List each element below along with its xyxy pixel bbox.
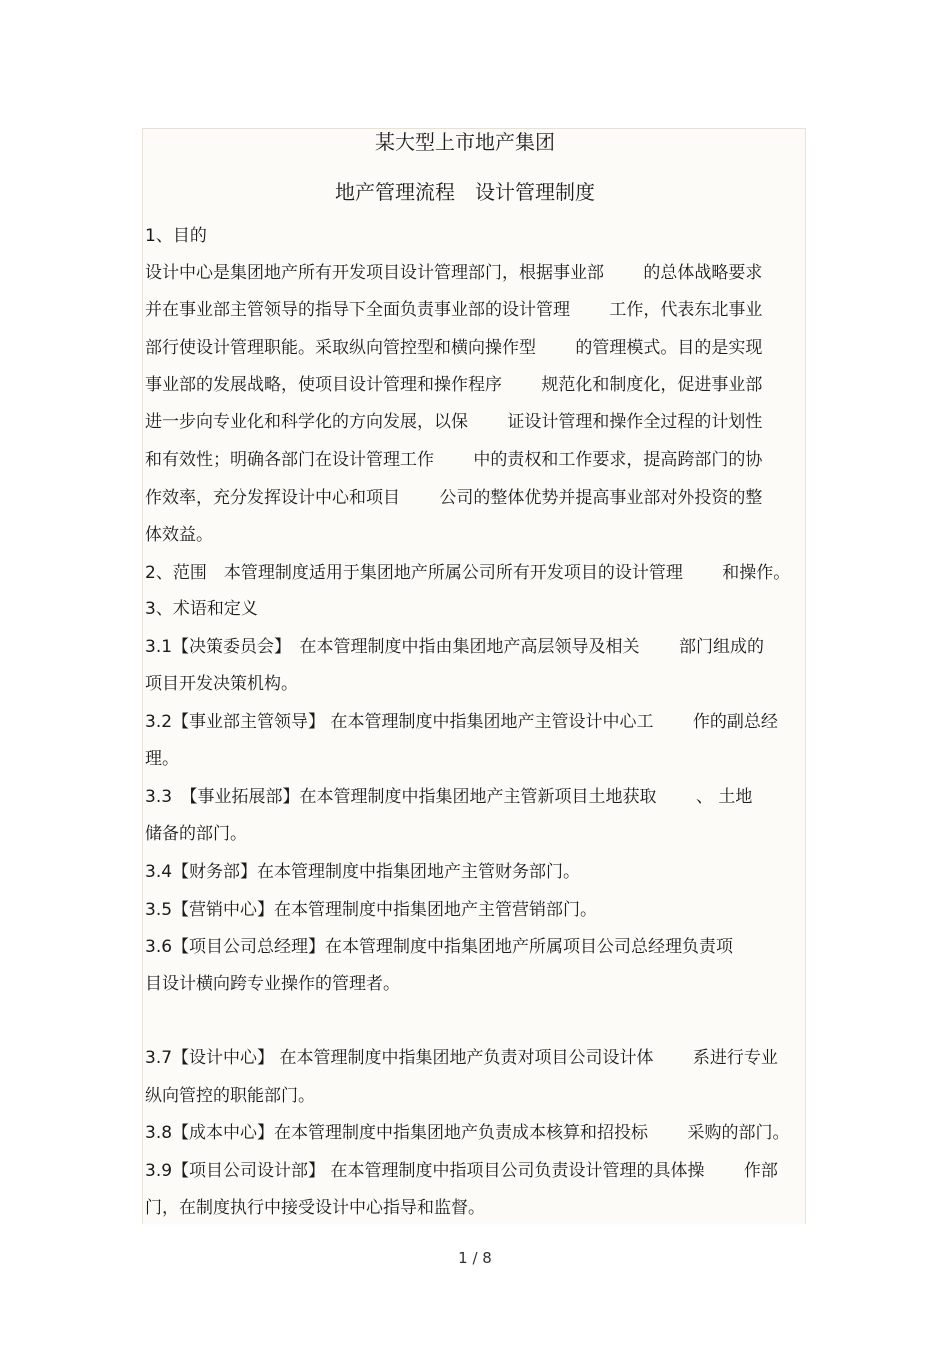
section-heading-terms: 3、术语和定义 xyxy=(145,599,258,619)
term-definition: 3.6【项目公司总经理】在本管理制度中指集团地产所属项目公司总经理负责项 xyxy=(145,937,734,957)
term-definition: 3.5【营销中心】在本管理制度中指集团地产主管营销部门。 xyxy=(145,900,598,920)
body-line: 和有效性；明确各部门在设计管理工作 中的责权和工作要求，提高跨部门的协 xyxy=(145,450,763,470)
term-definition: 3.1【决策委员会】 在本管理制度中指由集团地产高层领导及相关 部门组成的 xyxy=(145,637,764,657)
body-line: 事业部的发展战略，使项目设计管理和操作程序 规范化和制度化，促进事业部 xyxy=(145,375,763,395)
term-definition: 项目开发决策机构。 xyxy=(145,674,298,694)
body-line: 体效益。 xyxy=(145,525,213,545)
term-definition: 3.4【财务部】在本管理制度中指集团地产主管财务部门。 xyxy=(145,862,581,882)
term-definition: 目设计横向跨专业操作的管理者。 xyxy=(145,974,400,994)
section-heading-purpose: 1、目的 xyxy=(145,226,207,246)
term-definition: 3.2【事业部主管领导】 在本管理制度中指集团地产主管设计中心工 作的副总经 xyxy=(145,712,778,732)
document-subtitle: 地产管理流程 设计管理制度 xyxy=(335,180,595,204)
term-definition: 门，在制度执行中接受设计中心指导和监督。 xyxy=(145,1198,485,1218)
body-line: 进一步向专业化和科学化的方向发展，以保 证设计管理和操作全过程的计划性 xyxy=(145,412,763,432)
body-line: 并在事业部主管领导的指导下全面负责事业部的设计管理 工作，代表东北事业 xyxy=(145,300,763,320)
term-definition: 3.7【设计中心】 在本管理制度中指集团地产负责对项目公司设计体 系进行专业 xyxy=(145,1048,778,1068)
body-line: 部行使设计管理职能。采取纵向管控型和横向操作型 的管理模式。目的是实现 xyxy=(145,338,763,358)
page-number: 1 / 8 xyxy=(458,1249,492,1267)
body-line: 作效率，充分发挥设计中心和项目 公司的整体优势并提高事业部对外投资的整 xyxy=(145,488,763,508)
term-definition: 3.8【成本中心】在本管理制度中指集团地产负责成本核算和招投标 采购的部门。 xyxy=(145,1123,790,1143)
term-definition: 理。 xyxy=(145,749,179,769)
term-definition: 3.9【项目公司设计部】 在本管理制度中指项目公司负责设计管理的具体操 作部 xyxy=(145,1161,778,1181)
term-definition: 储备的部门。 xyxy=(145,824,247,844)
section-scope: 2、范围 本管理制度适用于集团地产所属公司所有开发项目的设计管理 和操作。 xyxy=(145,563,791,583)
term-definition: 3.3 【事业拓展部】在本管理制度中指集团地产主管新项目土地获取 、 土地 xyxy=(145,787,753,807)
term-definition: 纵向管控的职能部门。 xyxy=(145,1086,315,1106)
document-title: 某大型上市地产集团 xyxy=(375,130,555,154)
body-line: 设计中心是集团地产所有开发项目设计管理部门，根据事业部 的总体战略要求 xyxy=(145,263,763,283)
